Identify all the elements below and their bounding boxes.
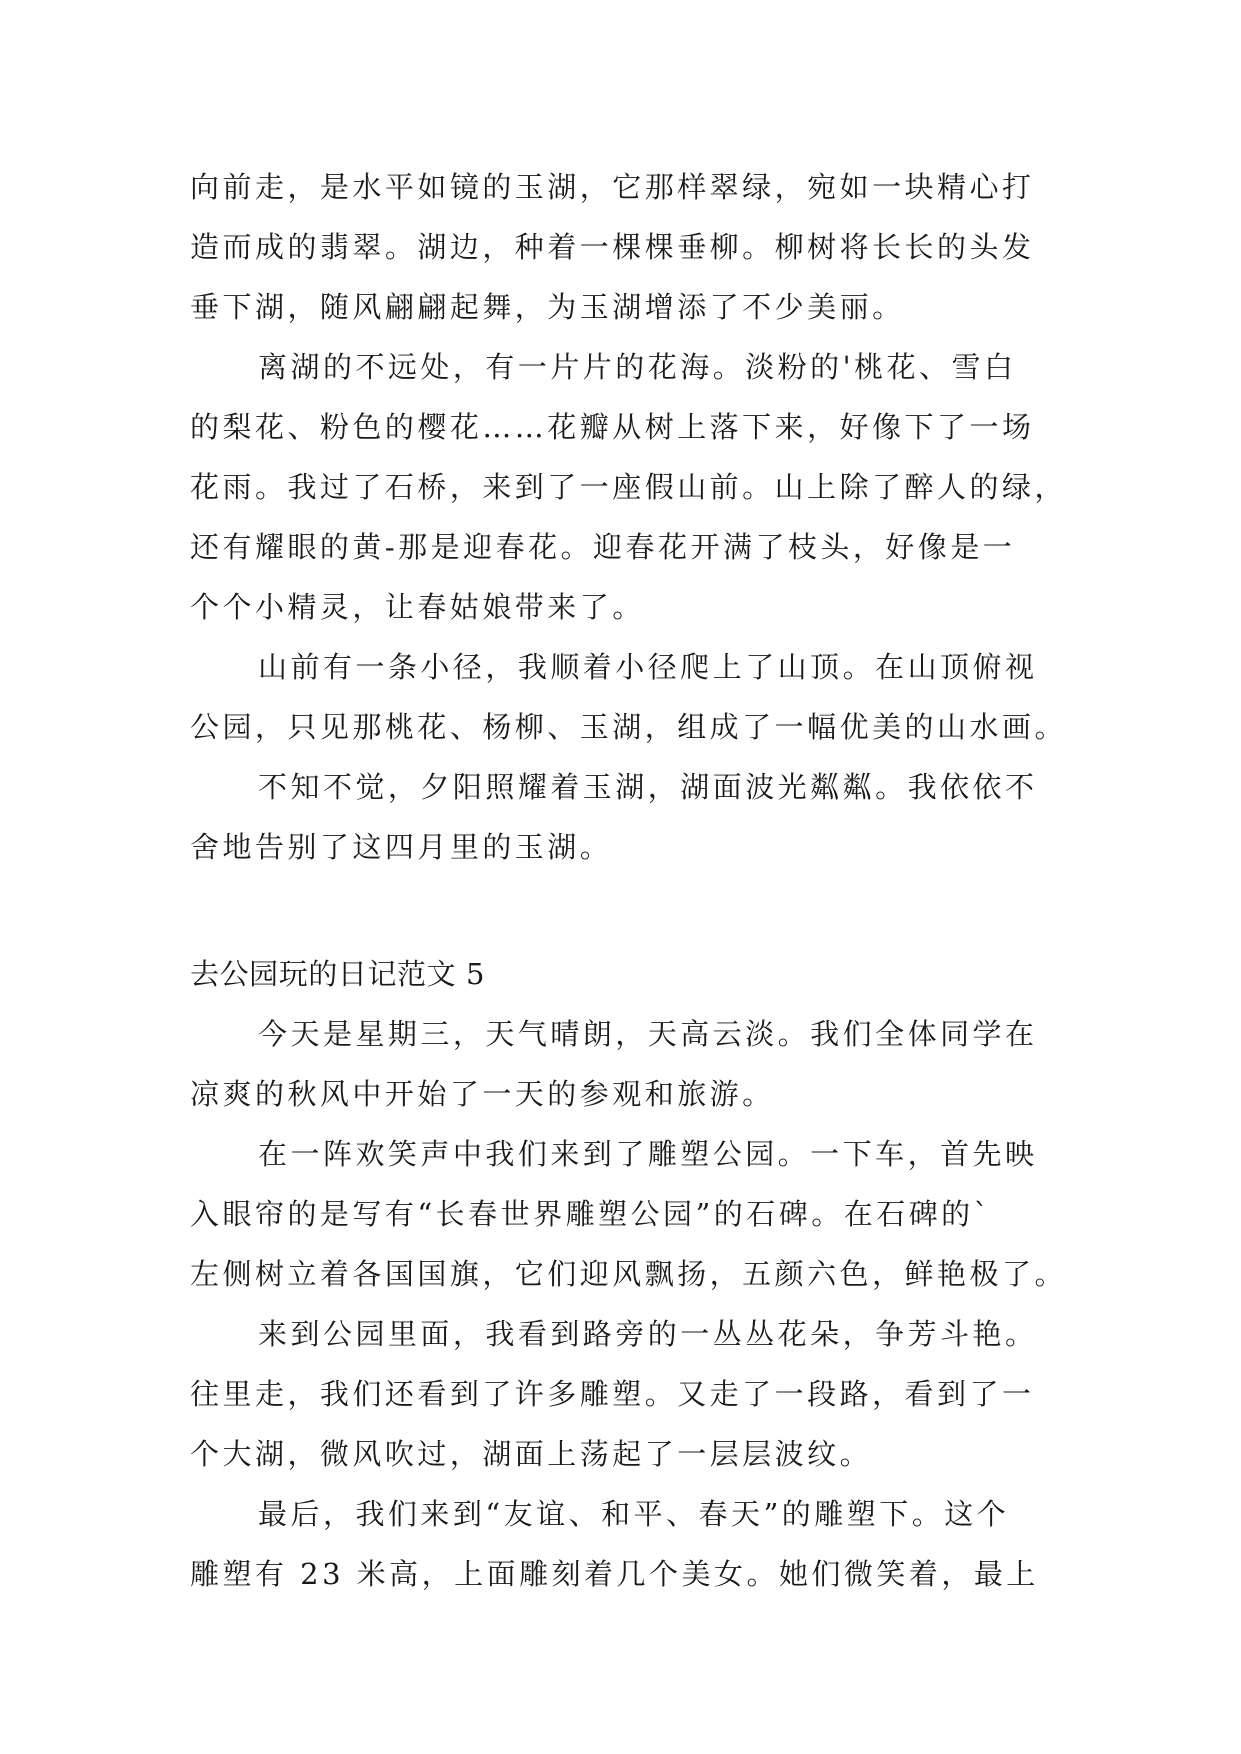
text-line: 往里走，我们还看到了许多雕塑。又走了一段路，看到了一: [190, 1377, 1035, 1411]
text-line: 山前有一条小径，我顺着小径爬上了山顶。在山顶俯视: [258, 650, 1038, 684]
text-line: 公园，只见那桃花、杨柳、玉湖，组成了一幅优美的山水画。: [190, 710, 1067, 744]
document-body: [190, 157, 1070, 1604]
text-line: 垂下湖，随风翩翩起舞，为玉湖增添了不少美丽。: [190, 290, 905, 324]
text-line: 今天是星期三，天气晴朗，天高云淡。我们全体同学在: [258, 1017, 1038, 1051]
text-line: 造而成的翡翠。湖边，种着一棵棵垂柳。柳树将长长的头发: [190, 230, 1035, 264]
text-line: 最后，我们来到“友谊、和平、春天”的雕塑下。这个: [258, 1497, 1010, 1531]
text-line: 入眼帘的是写有“长春世界雕塑公园”的石碑。在石碑的`: [190, 1197, 992, 1231]
diary-text-part-1: [190, 157, 1070, 877]
text-line: 来到公园里面，我看到路旁的一丛丛花朵，争芳斗艳。: [258, 1317, 1038, 1351]
text-line: 向前走，是水平如镜的玉湖，它那样翠绿，宛如一块精心打: [190, 170, 1035, 204]
diary-text-part-2: [190, 1004, 1070, 1604]
text-line: 还有耀眼的黄-那是迎春花。迎春花开满了枝头，好像是一: [190, 530, 1016, 564]
text-line: 不知不觉，夕阳照耀着玉湖，湖面波光粼粼。我依依不: [258, 770, 1038, 804]
text-line: 在一阵欢笑声中我们来到了雕塑公园。一下车，首先映: [258, 1137, 1038, 1171]
blank-line: [190, 877, 1070, 937]
text-line: 个大湖，微风吹过，湖面上荡起了一层层波纹。: [190, 1437, 873, 1471]
text-line: 花雨。我过了石桥，来到了一座假山前。山上除了醉人的绿，: [190, 470, 1067, 504]
section-title: 去公园玩的日记范文 5: [190, 957, 486, 991]
text-line: 舍地告别了这四月里的玉湖。: [190, 830, 613, 864]
text-line: 左侧树立着各国国旗，它们迎风飘扬，五颜六色，鲜艳极了。: [190, 1257, 1067, 1291]
text-line: 的梨花、粉色的樱花……花瓣从树上落下来，好像下了一场: [190, 410, 1035, 444]
text-line: 凉爽的秋风中开始了一天的参观和旅游。: [190, 1077, 775, 1111]
text-line: 雕塑有 23 米高，上面雕刻着几个美女。她们微笑着，最上: [190, 1557, 1039, 1591]
text-line: 个个小精灵，让春姑娘带来了。: [190, 590, 645, 624]
text-line: 离湖的不远处，有一片片的花海。淡粉的'桃花、雪白: [258, 350, 1017, 384]
